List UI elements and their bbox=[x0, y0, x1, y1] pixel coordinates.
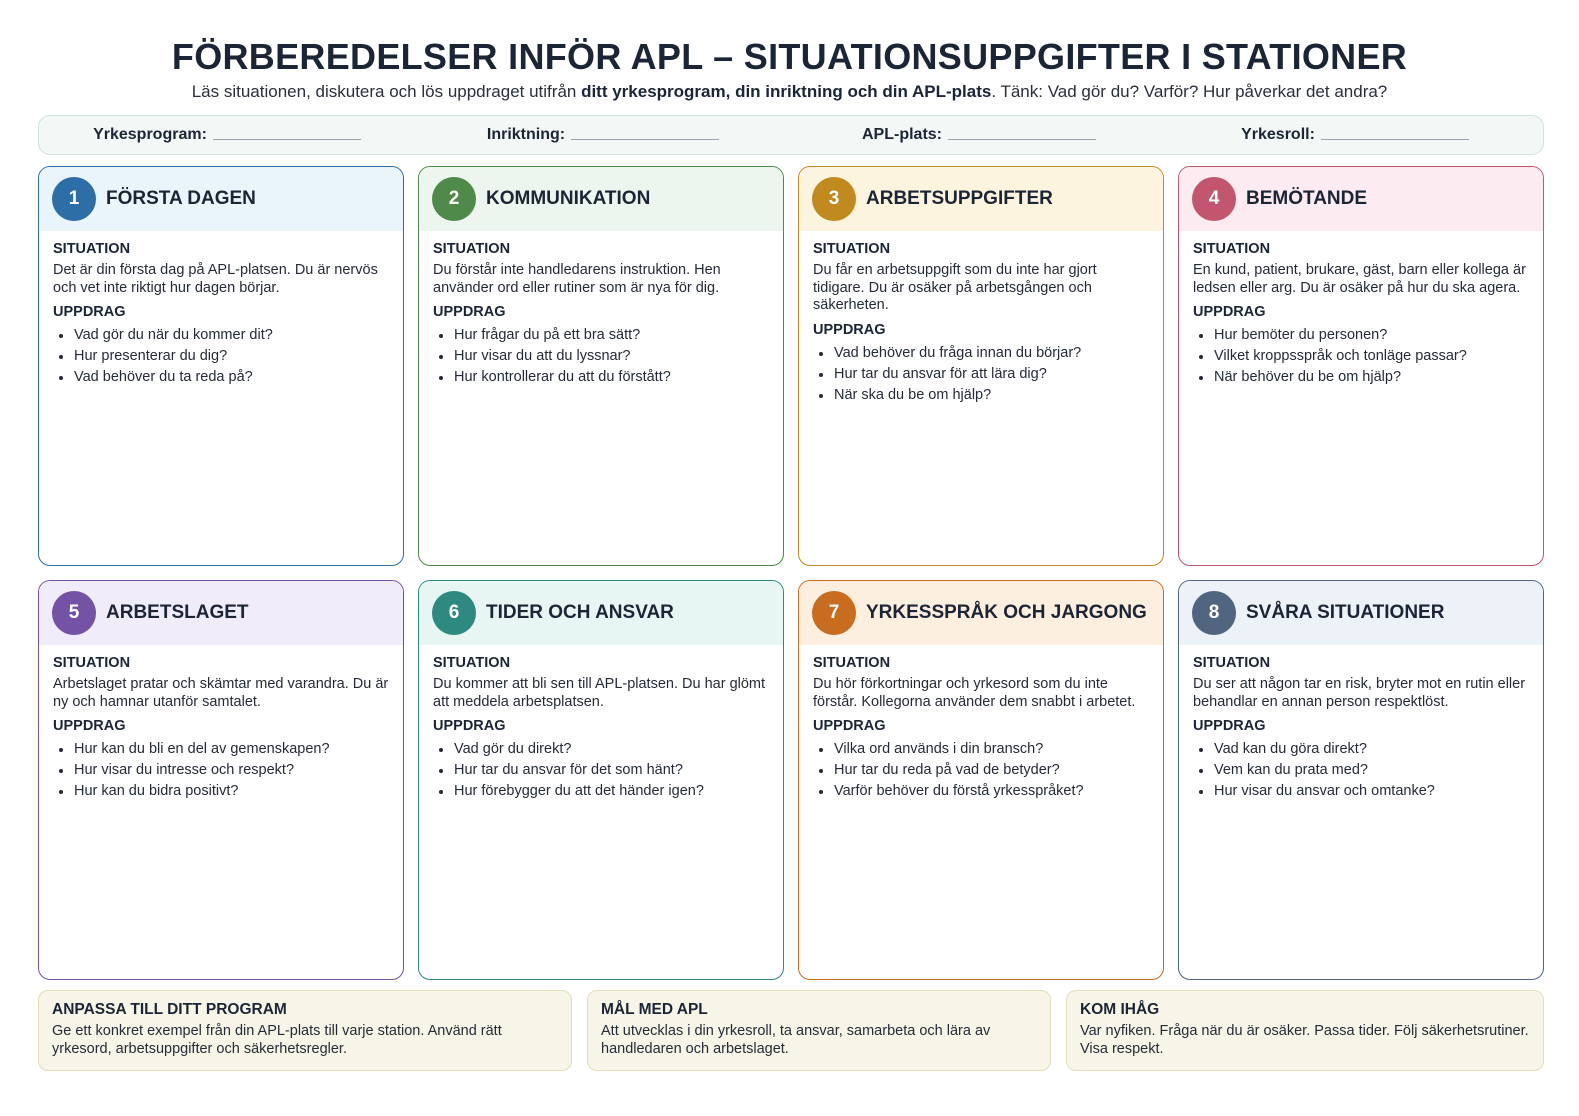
info-bar bbox=[38, 115, 1544, 155]
station-card-2 bbox=[418, 166, 784, 566]
task-item: Vad behöver du fråga innan du börjar? bbox=[813, 343, 1149, 364]
task-item: När ska du be om hjälp? bbox=[813, 385, 1149, 406]
situation-label: SITUATION bbox=[813, 241, 891, 257]
footer-title: MÅL MED APL bbox=[601, 1001, 708, 1018]
station-body bbox=[39, 645, 403, 802]
task-item: Hur presenterar du dig? bbox=[53, 346, 389, 367]
task-item: Hur frågar du på ett bra sätt? bbox=[433, 325, 769, 346]
task-item: Vilket kroppsspråk och tonläge passar? bbox=[1193, 346, 1529, 367]
station-number-badge: 1 bbox=[52, 177, 96, 221]
situation-text: Du kommer att bli sen till APL-platsen. Du har glömt att meddela arbetsplatsen. bbox=[433, 676, 766, 710]
info-field-apl-plats bbox=[791, 126, 1167, 144]
station-number-badge: 3 bbox=[812, 177, 856, 221]
task-item: Hur kan du bli en del av gemenskapen? bbox=[53, 739, 389, 760]
uppdrag-label: UPPDRAG bbox=[1193, 304, 1266, 320]
task-item: Vad kan du göra direkt? bbox=[1193, 739, 1529, 760]
task-item: Hur förebygger du att det händer igen? bbox=[433, 781, 769, 802]
situation-label: SITUATION bbox=[813, 655, 891, 671]
footer bbox=[38, 990, 1544, 1071]
info-field-yrkesroll bbox=[1167, 126, 1543, 144]
task-list bbox=[1193, 325, 1529, 388]
page-subtitle bbox=[0, 82, 1579, 102]
task-item: Hur visar du att du lyssnar? bbox=[433, 346, 769, 367]
station-title: YRKESSPRÅK OCH JARGONG bbox=[866, 602, 1147, 623]
station-body bbox=[39, 231, 403, 388]
info-field-yrkesprogram bbox=[39, 126, 415, 144]
station-body bbox=[1179, 231, 1543, 388]
station-header bbox=[1179, 167, 1543, 231]
station-card-6 bbox=[418, 580, 784, 980]
uppdrag-label: UPPDRAG bbox=[53, 304, 126, 320]
info-label: Yrkesprogram: bbox=[93, 126, 207, 143]
task-item: Vad gör du direkt? bbox=[433, 739, 769, 760]
situation-label: SITUATION bbox=[433, 655, 511, 671]
station-grid bbox=[38, 166, 1544, 980]
task-item: Hur visar du ansvar och omtanke? bbox=[1193, 781, 1529, 802]
station-header bbox=[39, 167, 403, 231]
station-body bbox=[799, 645, 1163, 802]
task-item: Hur tar du reda på vad de betyder? bbox=[813, 760, 1149, 781]
station-card-8 bbox=[1178, 580, 1544, 980]
uppdrag-label: UPPDRAG bbox=[1193, 718, 1266, 734]
situation-text: En kund, patient, brukare, gäst, barn eller kollega är ledsen eller arg. Du är osäker på hur du ska agera. bbox=[1193, 262, 1526, 296]
task-item: Varför behöver du förstå yrkesspråket? bbox=[813, 781, 1149, 802]
station-title: BEMÖTANDE bbox=[1246, 188, 1368, 209]
situation-text: Du förstår inte handledarens instruktion. Hen använder ord eller rutiner som är nya för dig. bbox=[433, 262, 721, 296]
task-list bbox=[813, 739, 1149, 802]
task-item: Hur kan du bidra positivt? bbox=[53, 781, 389, 802]
task-item: Vilka ord används i din bransch? bbox=[813, 739, 1149, 760]
station-number-badge: 6 bbox=[432, 591, 476, 635]
task-list bbox=[813, 343, 1149, 406]
task-list bbox=[53, 739, 389, 802]
task-list bbox=[1193, 739, 1529, 802]
footer-text: Att utvecklas i din yrkesroll, ta ansvar, samarbeta och lära av handledaren och arbetslaget. bbox=[601, 1023, 991, 1057]
fill-in-line[interactable] bbox=[948, 130, 1096, 140]
situation-text: Du får en arbetsuppgift som du inte har gjort tidigare. Du är osäker på arbetsgången och säkerheten. bbox=[813, 262, 1097, 313]
station-title: ARBETSUPPGIFTER bbox=[866, 188, 1053, 209]
uppdrag-label: UPPDRAG bbox=[433, 304, 506, 320]
info-label: APL-plats: bbox=[862, 126, 942, 143]
station-title: TIDER OCH ANSVAR bbox=[486, 602, 674, 623]
station-body bbox=[799, 231, 1163, 406]
subtitle-intro: Läs situationen, diskutera och lös uppdraget utifrån bbox=[191, 82, 582, 101]
footer-text: Var nyfiken. Fråga när du är osäker. Passa tider. Följ säkerhetsrutiner. Visa respekt. bbox=[1080, 1023, 1529, 1057]
uppdrag-label: UPPDRAG bbox=[53, 718, 126, 734]
station-number-badge: 4 bbox=[1192, 177, 1236, 221]
fill-in-line[interactable] bbox=[1321, 130, 1469, 140]
subtitle-outro: . Tänk: Vad gör du? Varför? Hur påverkar det andra? bbox=[991, 82, 1388, 101]
info-field-inriktning bbox=[415, 126, 791, 144]
station-title: KOMMUNIKATION bbox=[486, 188, 651, 209]
task-item: När behöver du be om hjälp? bbox=[1193, 367, 1529, 388]
station-title: SVÅRA SITUATIONER bbox=[1246, 602, 1445, 623]
situation-label: SITUATION bbox=[1193, 655, 1271, 671]
uppdrag-label: UPPDRAG bbox=[813, 321, 886, 338]
task-item: Vad behöver du ta reda på? bbox=[53, 367, 389, 388]
situation-label: SITUATION bbox=[53, 241, 131, 257]
situation-text: Arbetslaget pratar och skämtar med varandra. Du är ny och hamnar utanför samtalet. bbox=[53, 676, 389, 710]
task-list bbox=[433, 325, 769, 388]
station-header bbox=[799, 581, 1163, 645]
task-list bbox=[53, 325, 389, 388]
uppdrag-label: UPPDRAG bbox=[433, 718, 506, 734]
task-item: Hur bemöter du personen? bbox=[1193, 325, 1529, 346]
task-item: Vad gör du när du kommer dit? bbox=[53, 325, 389, 346]
station-card-5 bbox=[38, 580, 404, 980]
station-header bbox=[799, 167, 1163, 231]
situation-text: Du ser att någon tar en risk, bryter mot en rutin eller behandlar en annan person respektlöst. bbox=[1193, 676, 1526, 710]
page-title: FÖRBEREDELSER INFÖR APL – SITUATIONSUPPGIFTER I STATIONER bbox=[171, 36, 1408, 77]
situation-label: SITUATION bbox=[53, 655, 131, 671]
station-body bbox=[419, 231, 783, 388]
subtitle-emphasis: ditt yrkesprogram, din inriktning och din APL-plats bbox=[581, 82, 992, 101]
station-number-badge: 8 bbox=[1192, 591, 1236, 635]
fill-in-line[interactable] bbox=[213, 130, 361, 140]
station-title: FÖRSTA DAGEN bbox=[106, 188, 256, 209]
situation-text: Du hör förkortningar och yrkesord som du inte förstår. Kollegorna använder dem snabbt i arbetet. bbox=[813, 676, 1136, 710]
station-number-badge: 7 bbox=[812, 591, 856, 635]
footer-box-remember bbox=[1066, 990, 1544, 1071]
situation-label: SITUATION bbox=[1193, 241, 1271, 257]
station-header bbox=[39, 581, 403, 645]
footer-box-goal bbox=[587, 990, 1051, 1071]
station-title: ARBETSLAGET bbox=[106, 602, 249, 623]
station-body bbox=[1179, 645, 1543, 802]
uppdrag-label: UPPDRAG bbox=[813, 718, 886, 734]
footer-title: ANPASSA TILL DITT PROGRAM bbox=[52, 1001, 287, 1018]
fill-in-line[interactable] bbox=[571, 130, 719, 140]
footer-box-program bbox=[38, 990, 572, 1071]
info-label: Yrkesroll: bbox=[1241, 126, 1315, 143]
station-number-badge: 5 bbox=[52, 591, 96, 635]
task-item: Vem kan du prata med? bbox=[1193, 760, 1529, 781]
station-card-7 bbox=[798, 580, 1164, 980]
station-card-3 bbox=[798, 166, 1164, 566]
info-label: Inriktning: bbox=[486, 126, 566, 143]
situation-label: SITUATION bbox=[433, 241, 511, 257]
station-header bbox=[419, 581, 783, 645]
footer-text: Ge ett konkret exempel från din APL-plats till varje station. Använd rätt yrkesord, arbetsuppgifter och säkerhetsregler. bbox=[52, 1023, 502, 1057]
station-number-badge: 2 bbox=[432, 177, 476, 221]
task-item: Hur visar du intresse och respekt? bbox=[53, 760, 389, 781]
footer-title: KOM IHÅG bbox=[1080, 1001, 1160, 1018]
task-list bbox=[433, 739, 769, 802]
station-body bbox=[419, 645, 783, 802]
station-card-4 bbox=[1178, 166, 1544, 566]
station-header bbox=[1179, 581, 1543, 645]
station-header bbox=[419, 167, 783, 231]
task-item: Hur kontrollerar du att du förstått? bbox=[433, 367, 769, 388]
situation-text: Det är din första dag på APL-platsen. Du är nervös och vet inte riktigt hur dagen börjar. bbox=[53, 262, 378, 296]
task-item: Hur tar du ansvar för det som hänt? bbox=[433, 760, 769, 781]
station-card-1 bbox=[38, 166, 404, 566]
task-item: Hur tar du ansvar för att lära dig? bbox=[813, 364, 1149, 385]
